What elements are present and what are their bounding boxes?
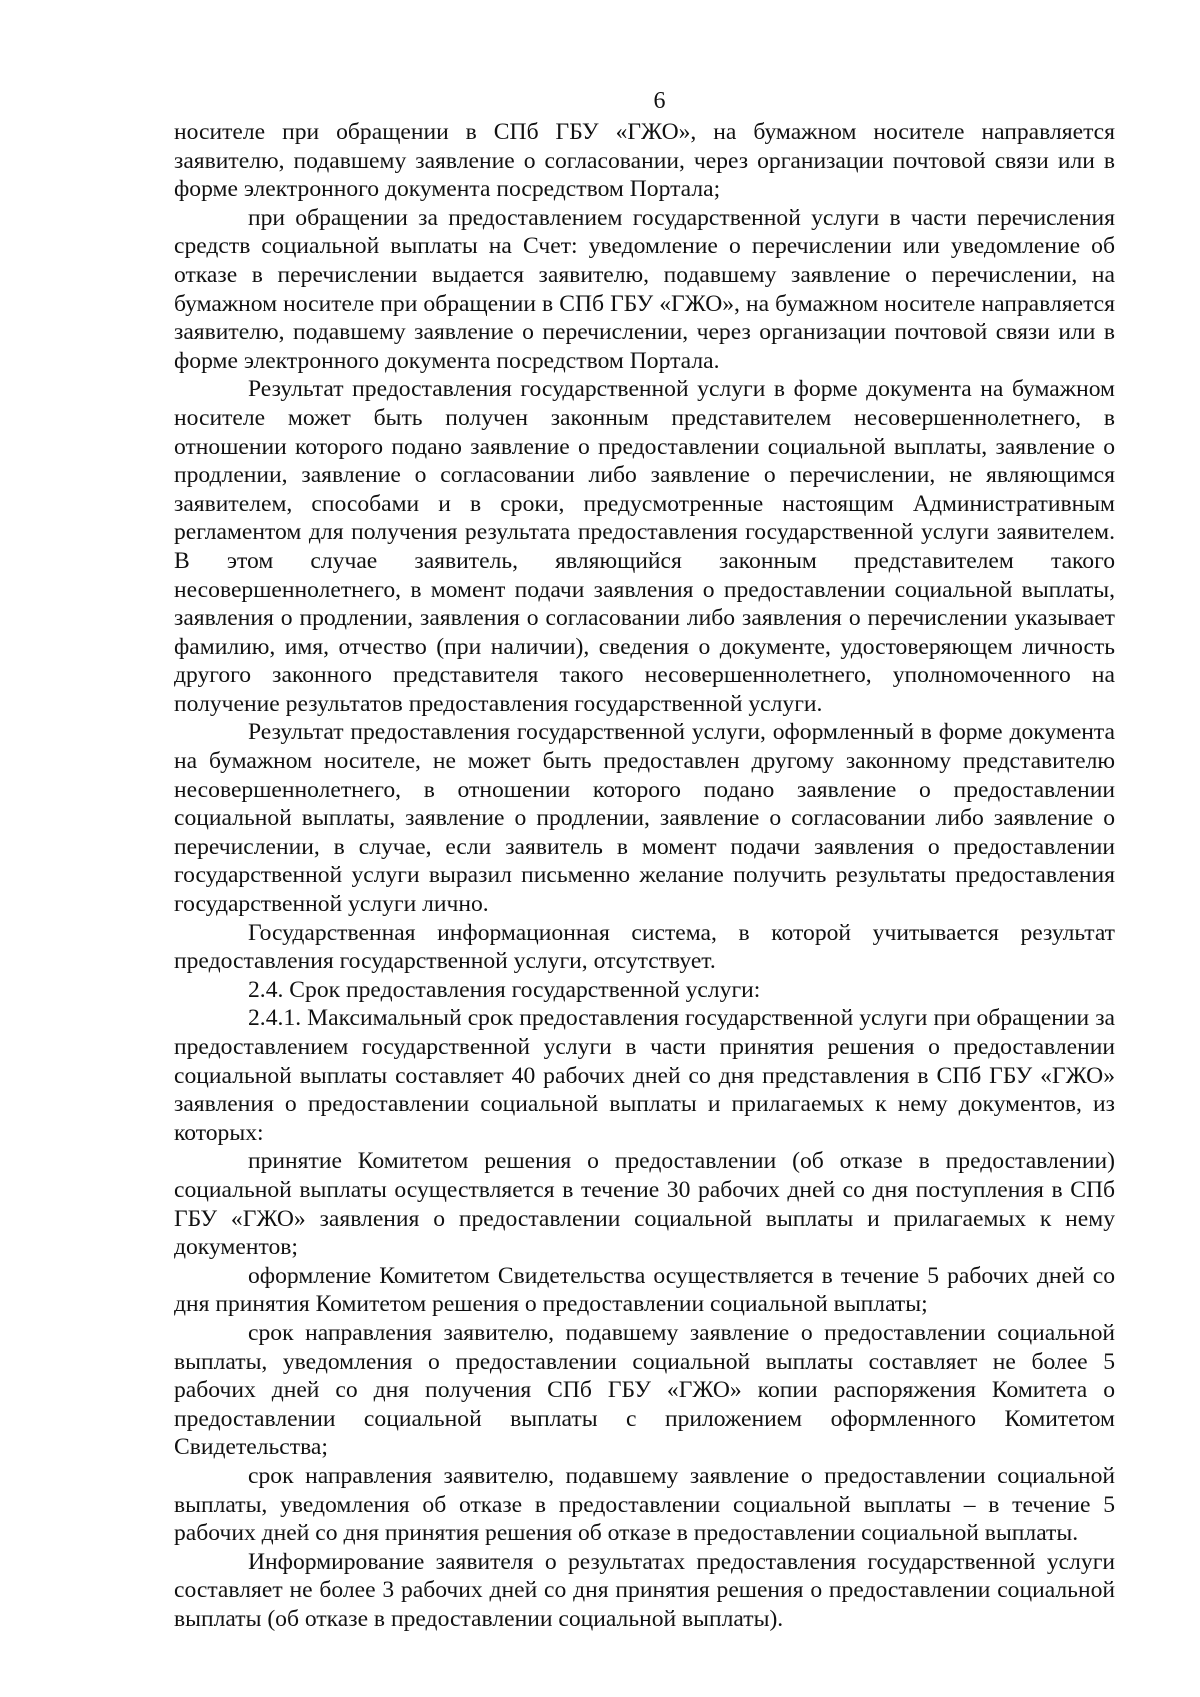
paragraph-5: Государственная информационная система, в которой учитывается результат предоставления государственной услуги, отсутствует.	[174, 919, 1115, 975]
paragraph-10: срок направления заявителю, подавшему заявление о предоставлении социальной выплаты, уведомления о предоставлении социальной выплаты составляет не более 5 рабочих дней со дня получения СПб ГБУ «ГЖО» копии распоряжения Комитета о предоставлении социальной выплаты с приложением оформленного Комитетом Свидетельства;	[174, 1319, 1115, 1461]
paragraph-12: Информирование заявителя о результатах предоставления государственной услуги составляет не более 3 рабочих дней со дня принятия решения о предоставлении социальной выплаты (об отказе в предоставлении социальной выплаты).	[174, 1548, 1115, 1632]
page-number: 6	[653, 88, 666, 114]
document-body	[174, 118, 1115, 1633]
paragraph-2-4-1: 2.4.1. Максимальный срок предоставления государственной услуги при обращении за предоставлением государственной услуги в части принятия решения о предоставлении социальной выплаты составляет 40 рабочих дней со дня представления в СПб ГБУ «ГЖО» заявления о предоставлении социальной выплаты и прилагаемых к нему документов, из которых:	[174, 1005, 1115, 1146]
paragraph-3: Результат предоставления государственной услуги в форме документа на бумажном носителе может быть получен законным представителем несовершеннолетнего, в отношении которого подано заявление о предоставлении социальной выплаты, заявление о продлении, заявление о согласовании либо заявление о перечислении, не являющимся заявителем, способами и в сроки, предусмотренные настоящим Административным регламентом для получения результата предоставления государственной услуги заявителем. В этом случае заявитель, являющийся законным представителем такого несовершеннолетнего, в момент подачи заявления о предоставлении социальной выплаты, заявления о продлении, заявления о согласовании либо заявления о перечислении указывает фамилию, имя, отчество (при наличии), сведения о документе, удостоверяющем личность другого законного представителя такого несовершеннолетнего, уполномоченного на получение результатов предоставления государственной услуги.	[174, 376, 1115, 717]
paragraph-2: при обращении за предоставлением государственной услуги в части перечисления средств социальной выплаты на Счет: уведомление о перечислении или уведомление об отказе в перечислении выдается заявителю, подавшему заявление о перечислении, на бумажном носителе при обращении в СПб ГБУ «ГЖО», на бумажном носителе направляется заявителю, подавшему заявление о перечислении, через организации почтовой связи или в форме электронного документа посредством Портала.	[174, 204, 1115, 374]
paragraph-4: Результат предоставления государственной услуги, оформленный в форме документа на бумажном носителе, не может быть предоставлен другому законному представителю несовершеннолетнего, в отношении которого подано заявление о предоставлении социальной выплаты, заявление о продлении, заявление о согласовании либо заявление о перечислении, в случае, если заявитель в момент подачи заявления о предоставлении государственной услуги выразил письменно желание получить результаты предоставления государственной услуги лично.	[174, 719, 1115, 918]
paragraph-1: носителе при обращении в СПб ГБУ «ГЖО», на бумажном носителе направляется заявителю, подавшему заявление о согласовании, через организации почтовой связи или в форме электронного документа посредством Портала;	[174, 119, 1115, 203]
paragraph-8: принятие Комитетом решения о предоставлении (об отказе в предоставлении) социальной выплаты осуществляется в течение 30 рабочих дней со дня поступления в СПб ГБУ «ГЖО» заявления о предоставлении социальной выплаты и прилагаемых к нему документов;	[174, 1148, 1115, 1261]
section-heading-2-4: 2.4. Срок предоставления государственной услуги:	[248, 976, 761, 1003]
paragraph-9: оформление Комитетом Свидетельства осуществляется в течение 5 рабочих дней со дня принятия Комитетом решения о предоставлении социальной выплаты;	[174, 1262, 1115, 1318]
paragraph-11: срок направления заявителю, подавшему заявление о предоставлении социальной выплаты, уведомления об отказе в предоставлении социальной выплаты – в течение 5 рабочих дней со дня принятия решения об отказе в предоставлении социальной выплаты.	[174, 1462, 1115, 1547]
